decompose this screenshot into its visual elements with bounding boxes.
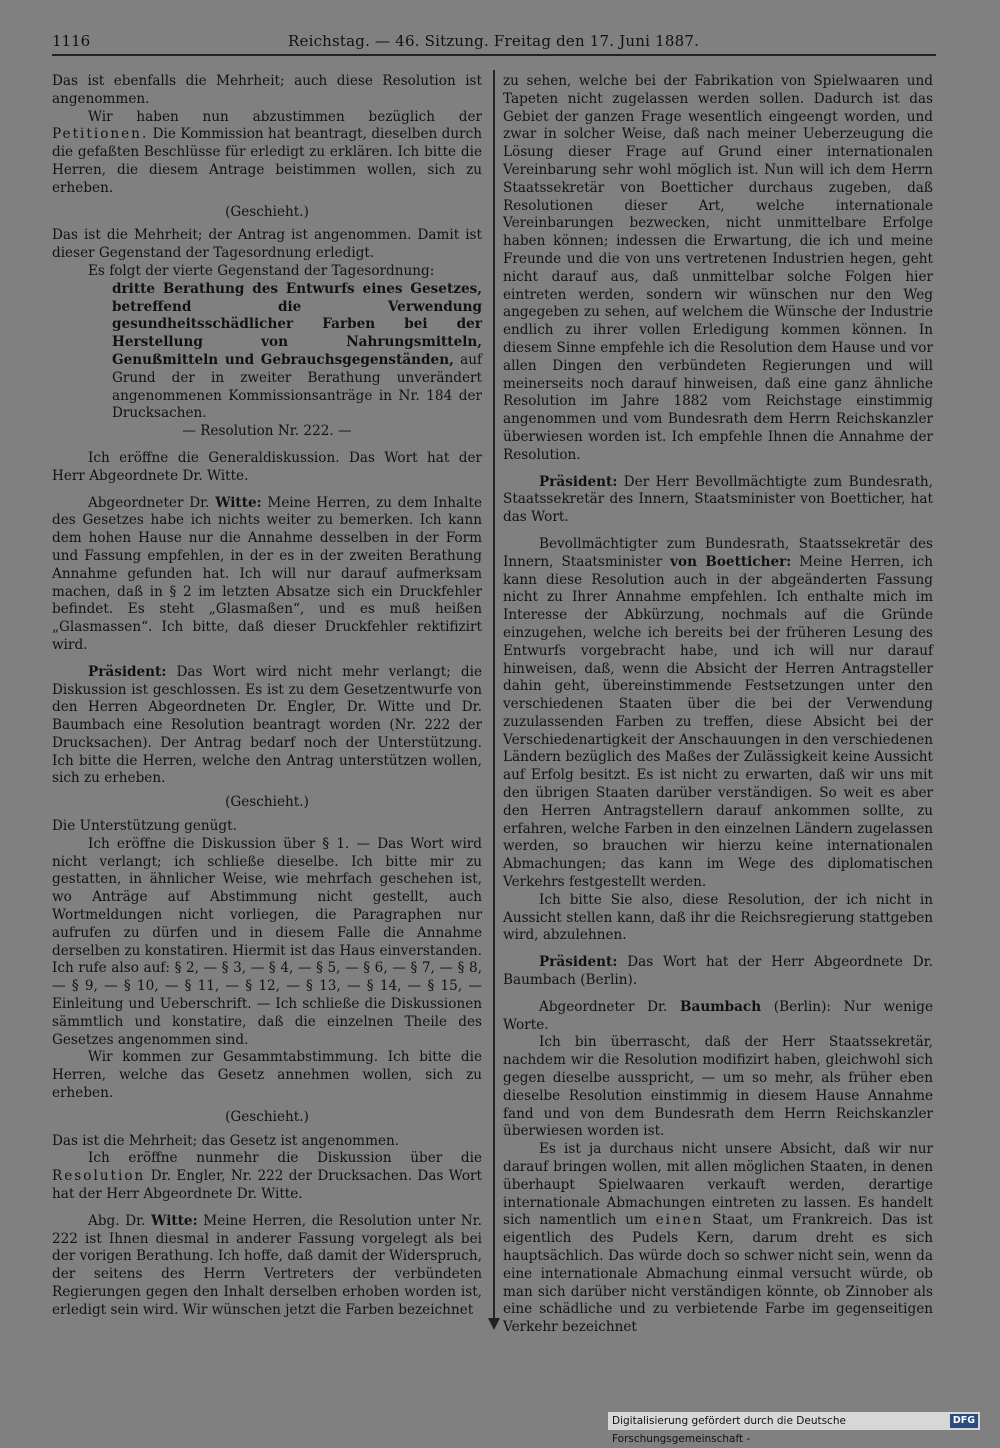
paragraph: Ich eröffne die Diskussion über § 1. — Das Wort wird nicht verlangt; ich schließe dieselbe. Ich bitte mir zu gestatten, in ähnlicher Weise, wie mehrfach geschehen ist, wo Anträge auf Abstimmung nicht gestellt, auch Wortmeldungen nicht vorliegen, die Paragraphen nur aufrufen zu dürfen und in diesem Falle die Annahme derselben zu konstatiren. Hiermit ist das Haus einverstanden. Ich rufe also auf: § 2, — § 3, — § 4, — § 5, — § 6, — § 7, — § 8, — § 9, — § 10, — § 11, — § 12, — § 13, — § 14, — § 15, — Einleitung und Ueberschrift. — Ich schließe die Diskussionen sämmtlich und konstatire, daß die einzelnen Theile des Gesetzes angenommen sind. xyxy=(52,835,482,1048)
text: Abg. Dr. xyxy=(88,1212,146,1229)
speech xyxy=(52,1213,482,1320)
text: Das Wort wird nicht mehr verlangt; die Diskussion ist geschlossen. Es ist zu dem Gesetzentwurfe von den Herren Abgeordneten Dr. Engler, Dr. Witte und Dr. Baumbach eine Resolution beantragt worden (Nr. 222 der Drucksachen). Der Antrag bedarf noch der Unterstützung. Ich bitte die Herren, welche den Antrag unterstützen wollen, sich zu erheben. xyxy=(52,663,482,787)
paragraph: Es folgt der vierte Gegenstand der Tagesordnung: xyxy=(88,262,435,279)
text: Ich eröffne nunmehr die Diskussion über die xyxy=(88,1150,482,1167)
paragraph xyxy=(52,1150,482,1203)
paragraph: Das ist ebenfalls die Mehrheit; auch diese Resolution ist angenommen. xyxy=(52,73,482,107)
paragraph: Die Unterstützung genügt. xyxy=(52,818,237,835)
text: Das Wort hat der Herr Abgeordnete Dr. Baumbach (Berlin). xyxy=(503,954,933,989)
resolution-ref: — Resolution Nr. 222. — xyxy=(182,423,352,440)
digitization-credit xyxy=(608,1412,980,1445)
speech xyxy=(503,536,933,892)
emphasis: einen xyxy=(655,1212,704,1229)
text: Die Kommission hat beantragt, dieselben durch die gefaßten Beschlüsse für erledigt zu erklären. Ich bitte die Herren, die diesem Antrage beistimmen wollen, sich zu erheben. xyxy=(52,126,482,196)
header-rule xyxy=(52,54,936,56)
text: Meine Herren, zu dem Inhalte des Gesetzes habe ich nichts weiter zu bemerken. Ich kann dem hohen Hause nur die Annahme desselben in der Form und Fassung empfehlen, in der es in der zweiten Berathung Annahme gefunden hat. Ich will nur darauf aufmerksam machen, daß in § 2 im letzten Absatze sich ein Druckfehler befindet. Es steht „Glasmaßen“, und es muß heißen „Glasmassen“. Ich bitte, daß dieser Druckfehler rektifizirt wird. xyxy=(52,494,482,653)
text: Staat, um Frankreich. Das ist eigentlich des Pudels Kern, darum dreht es sich hauptsächlich. Das würde doch so schwer nicht sein, wenn da eine internationale Abmachung einmal versucht würde, ob man sich darüber nicht verständigen könnte, ob Zinnober als eine schädliche und zu verbietende Farbe im gegenseitigen Verkehr bezeichnet xyxy=(503,1212,933,1336)
page-number: 1116 xyxy=(52,32,91,50)
text: Meine Herren, die Resolution unter Nr. 222 ist Ihnen diesmal in anderer Fassung vorgelegt als bei der vorigen Berathung. Ich hoffe, daß damit der Widerspruch, der seitens des Herrn Vertreters der verbündeten Regierungen gegen den Inhalt derselben erhoben worden ist, erledigt sein wird. Wir wünschen jetzt die Farben bezeichnet xyxy=(52,1212,483,1318)
stage-direction: (Geschieht.) xyxy=(225,1108,309,1125)
text: Der Herr Bevollmächtigte zum Bundesrath, Staatssekretär des Innern, Staatsminister von Boetticher, hat das Wort. xyxy=(503,473,933,526)
running-head: Reichstag. — 46. Sitzung. Freitag den 17. Juni 1887. xyxy=(288,32,700,50)
paragraph xyxy=(52,109,482,198)
paragraph: Ich bin überrascht, daß der Herr Staatssekretär, nachdem wir die Resolution modifizirt haben, gleichwohl sich gegen dieselbe ausspricht, — um so mehr, als früher eben dieselbe Resolution einstimmig in diesem Hause Annahme fand und von dem Bundesrath dem Herrn Reichskanzler überwiesen worden ist. xyxy=(503,1034,933,1140)
speech xyxy=(503,954,933,990)
speech xyxy=(52,664,482,789)
speech xyxy=(503,999,933,1035)
text: auf Grund der in zweiter Berathung unverändert angenommenen Kommissionsanträge in Nr. 184 der Drucksachen. xyxy=(112,351,482,422)
page-header xyxy=(52,30,936,52)
text: (Berlin): Nur wenige Worte. xyxy=(503,998,933,1033)
dfg-logo: DFG xyxy=(950,1414,978,1428)
text: Meine Herren, ich kann diese Resolution auch in der abgeänderten Fassung nicht zu Ihrer Annahme empfehlen. Ich enthalte mich im Interesse der Abkürzung, nochmals auf die Gründe einzugehen, welche ich bereits bei der früheren Lesung des Entwurfs vorgebracht habe, und ich will nur darauf hinweisen, daß, wenn die Absicht der Herren Antragsteller dahin geht, übereinstimmende Festsetzungen unter den verschiedenen Staaten über die bei der Verwendung zuzulassenden Farben zu treffen, diese Absicht bei der Verschiedenartigkeit der Anschauungen in den verschiedenen Ländern bezüglich des Maßes der Zulässigkeit keine Aussicht auf Erfolg besitzt. Es ist nicht zu erwarten, daß wir uns mit den übrigen Staaten darüber verständigen. So weit es aber den Herren Antragstellern darauf ankommen sollte, zu erfahren, welche Farben in den einzelnen Ländern zugelassen werden, so brauchen wir hierzu keine internationalen Abmachungen; das kann im Wege des diplomatischen Verkehrs festgestellt werden. xyxy=(503,553,933,891)
speaker-name: Witte: xyxy=(151,1212,198,1229)
speaker-name: Baumbach xyxy=(680,998,762,1015)
text: Dr. Engler, Nr. 222 der Drucksachen. Das Wort hat der Herr Abgeordnete Dr. Witte. xyxy=(52,1168,482,1203)
emphasis: Resolution xyxy=(52,1168,146,1185)
speech xyxy=(503,474,933,527)
text: Es ist ja durchaus nicht unsere Absicht, daß wir nur darauf bringen wollen, mit allen möglichen Staaten, in denen überhaupt Spielwaaren verkauft werden, derartige internationale Abmachungen eintreten zu lassen. Es handelt sich namentlich um xyxy=(503,1141,933,1229)
paragraph: Wir kommen zur Gesammtabstimmung. Ich bitte die Herren, welche das Gesetz annehmen wollen, sich zu erheben. xyxy=(52,1049,482,1102)
speaker-name: von Boetticher: xyxy=(670,553,792,570)
paragraph: Das ist die Mehrheit; das Gesetz ist angenommen. xyxy=(52,1132,400,1149)
column-divider xyxy=(493,70,495,1320)
paragraph: Ich bitte Sie also, diese Resolution, der ich nicht in Aussicht stellen kann, daß ihr die Reichsregierung stattgeben wird, abzulehnen. xyxy=(503,891,933,944)
paragraph: zu sehen, welche bei der Fabrikation von Spielwaaren und Tapeten nicht zugelassen werden sollen. Dadurch ist das Gebiet der ganzen Frage wesentlich eingeengt worden, und zwar in solcher Weise, daß nach meiner Ueberzeugung die Lösung dieser Frage auf Grund einer internationalen Vereinbarung sehr wohl möglich ist. Nun will ich dem Herrn Staatssekretär von Boetticher durchaus zugeben, daß Resolutionen dieser Art, welche internationale Vereinbarungen bezwecken, nicht unmittelbare Erfolge haben können; indessen die Erwartung, die ich und meine Freunde und die von uns vertretenen Industrien hegen, geht nicht darauf aus, daß unmittelbar solche Folgen hier eintreten werden, sondern wir wünschen nur den Weg angegeben zu sehen, auf welchem die Wünsche der Industrie endlich zu ihrer vollen Erledigung kommen können. In diesem Sinne empfehle ich die Resolution dem Hause und vor allen Dingen den verbündeten Regierungen und will meinerseits noch darauf hinweisen, daß eine ganz ähnliche Resolution im Jahre 1882 vom Reichstage einstimmig angenommen und vom Bundesrath dem Herrn Reichskanzler überwiesen worden ist. Ich empfehle Ihnen die Annahme der Resolution. xyxy=(503,73,933,463)
text: Abgeordneter Dr. xyxy=(88,494,210,511)
text: Abgeordneter Dr. xyxy=(539,998,668,1015)
speaker-name: Präsident: xyxy=(539,473,618,490)
column-divider-end xyxy=(488,1318,500,1330)
agenda-title: dritte Berathung des Entwurfs eines Gesetzes, betreffend die Verwendung gesundheitsschädlicher Farben bei der Herstellung von Nahrungsmitteln, Genußmitteln und Gebrauchsgegenständen, xyxy=(112,280,482,368)
speaker-name: Präsident: xyxy=(539,954,618,971)
text: Bevollmächtigter zum Bundesrath, Staatssekretär des Innern, Staatsminister xyxy=(503,535,933,570)
speaker-name: Witte: xyxy=(215,494,262,511)
agenda-item xyxy=(112,281,482,423)
stage-direction: (Geschieht.) xyxy=(225,203,309,220)
text: Wir haben nun abzustimmen bezüglich der xyxy=(88,108,482,125)
stage-direction: (Geschieht.) xyxy=(225,794,309,811)
right-column xyxy=(503,73,933,1337)
paragraph xyxy=(503,1141,933,1337)
left-column xyxy=(52,73,482,1320)
emphasis: Petitionen. xyxy=(52,126,149,143)
paragraph: Das ist die Mehrheit; der Antrag ist angenommen. Damit ist dieser Gegenstand der Tagesordnung erledigt. xyxy=(52,227,482,262)
speaker-name: Präsident: xyxy=(88,663,167,680)
speech xyxy=(52,495,482,655)
paragraph: Ich eröffne die Generaldiskussion. Das Wort hat der Herr Abgeordnete Dr. Witte. xyxy=(52,449,482,484)
credit-text: Digitalisierung gefördert durch die Deutsche Forschungsgemeinschaft - xyxy=(612,1415,846,1445)
